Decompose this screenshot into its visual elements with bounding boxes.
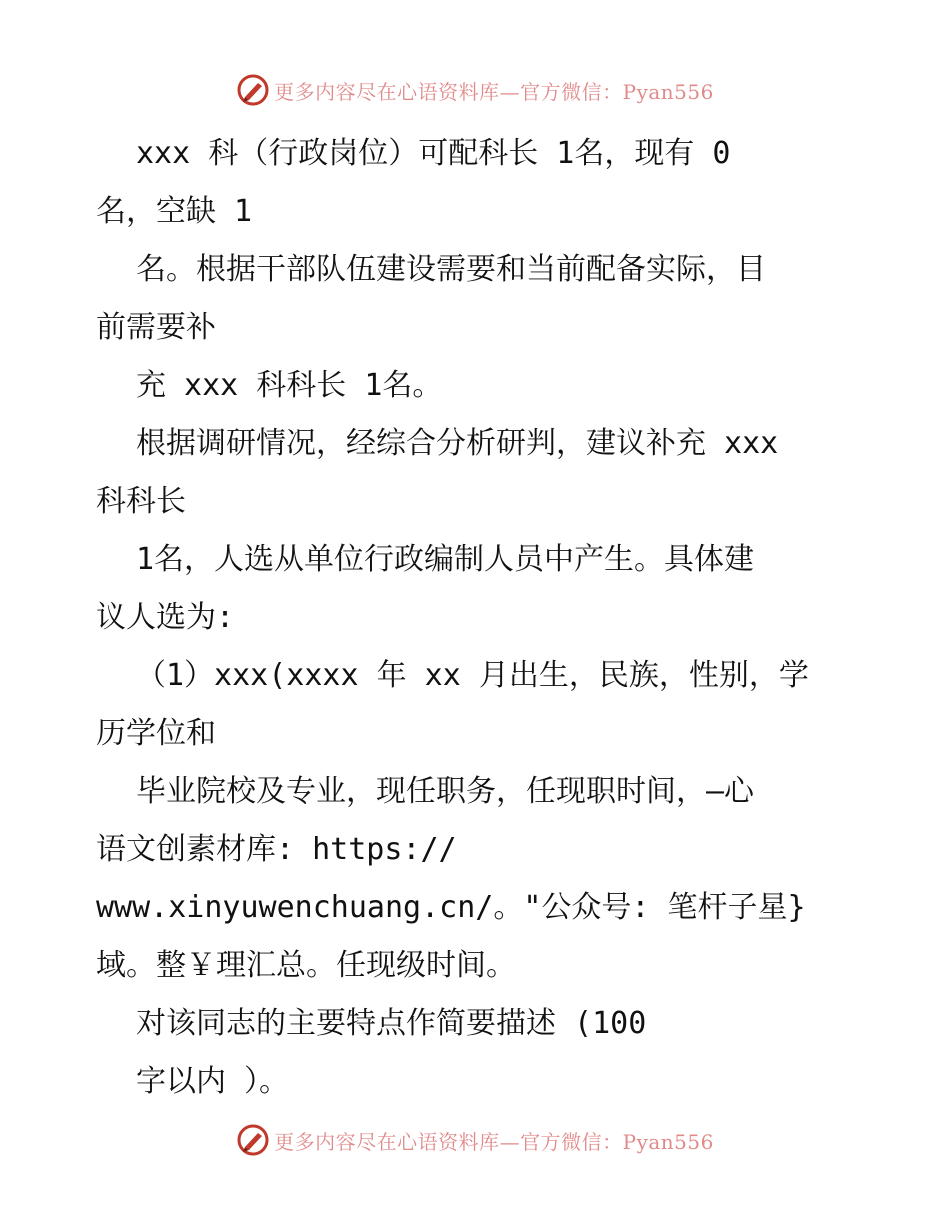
pen-logo-icon <box>236 1123 270 1157</box>
paragraph-line: 1名，人选从单位行政编制人员中产生。具体建 <box>136 542 755 577</box>
paragraph-line: www.xinyuwenchuang.cn/。"公众号: 笔杆子星} <box>96 890 806 925</box>
paragraph-line: 历学位和 <box>96 716 216 751</box>
header-text: 更多内容尽在心语资料库—官方微信：Pyan556 <box>274 79 714 104</box>
footer-text: 更多内容尽在心语资料库—官方微信：Pyan556 <box>274 1129 714 1154</box>
document-body <box>96 125 856 1111</box>
paragraph-line: 毕业院校及专业，现任职务，任现职时间，—心 <box>136 774 755 809</box>
paragraph-line: 科科长 <box>96 484 186 519</box>
paragraph-line: 对该同志的主要特点作简要描述 (100 <box>136 1006 647 1041</box>
header-banner <box>0 70 950 110</box>
paragraph-line: 名，空缺 1 <box>96 194 253 229</box>
pen-logo-icon <box>236 73 270 107</box>
paragraph-line: 名。根据干部队伍建设需要和当前配备实际，目 <box>136 252 766 287</box>
paragraph-line: （1）xxx(xxxx 年 xx 月出生，民族，性别，学 <box>136 658 809 693</box>
paragraph-line: 根据调研情况，经综合分析研判，建议补充 xxx <box>136 426 779 461</box>
paragraph-line: 语文创素材库: https:// <box>96 832 457 867</box>
paragraph-line: xxx 科（行政岗位）可配科长 1名，现有 0 <box>136 136 731 171</box>
footer-banner <box>0 1120 950 1160</box>
paragraph-line: 字以内 ）。 <box>136 1064 290 1099</box>
paragraph-line: 议人选为: <box>96 600 235 635</box>
paragraph-line: 域。整￥理汇总。任现级时间。 <box>96 948 516 983</box>
paragraph-line: 前需要补 <box>96 310 216 345</box>
paragraph-line: 充 xxx 科科长 1名。 <box>136 368 443 403</box>
